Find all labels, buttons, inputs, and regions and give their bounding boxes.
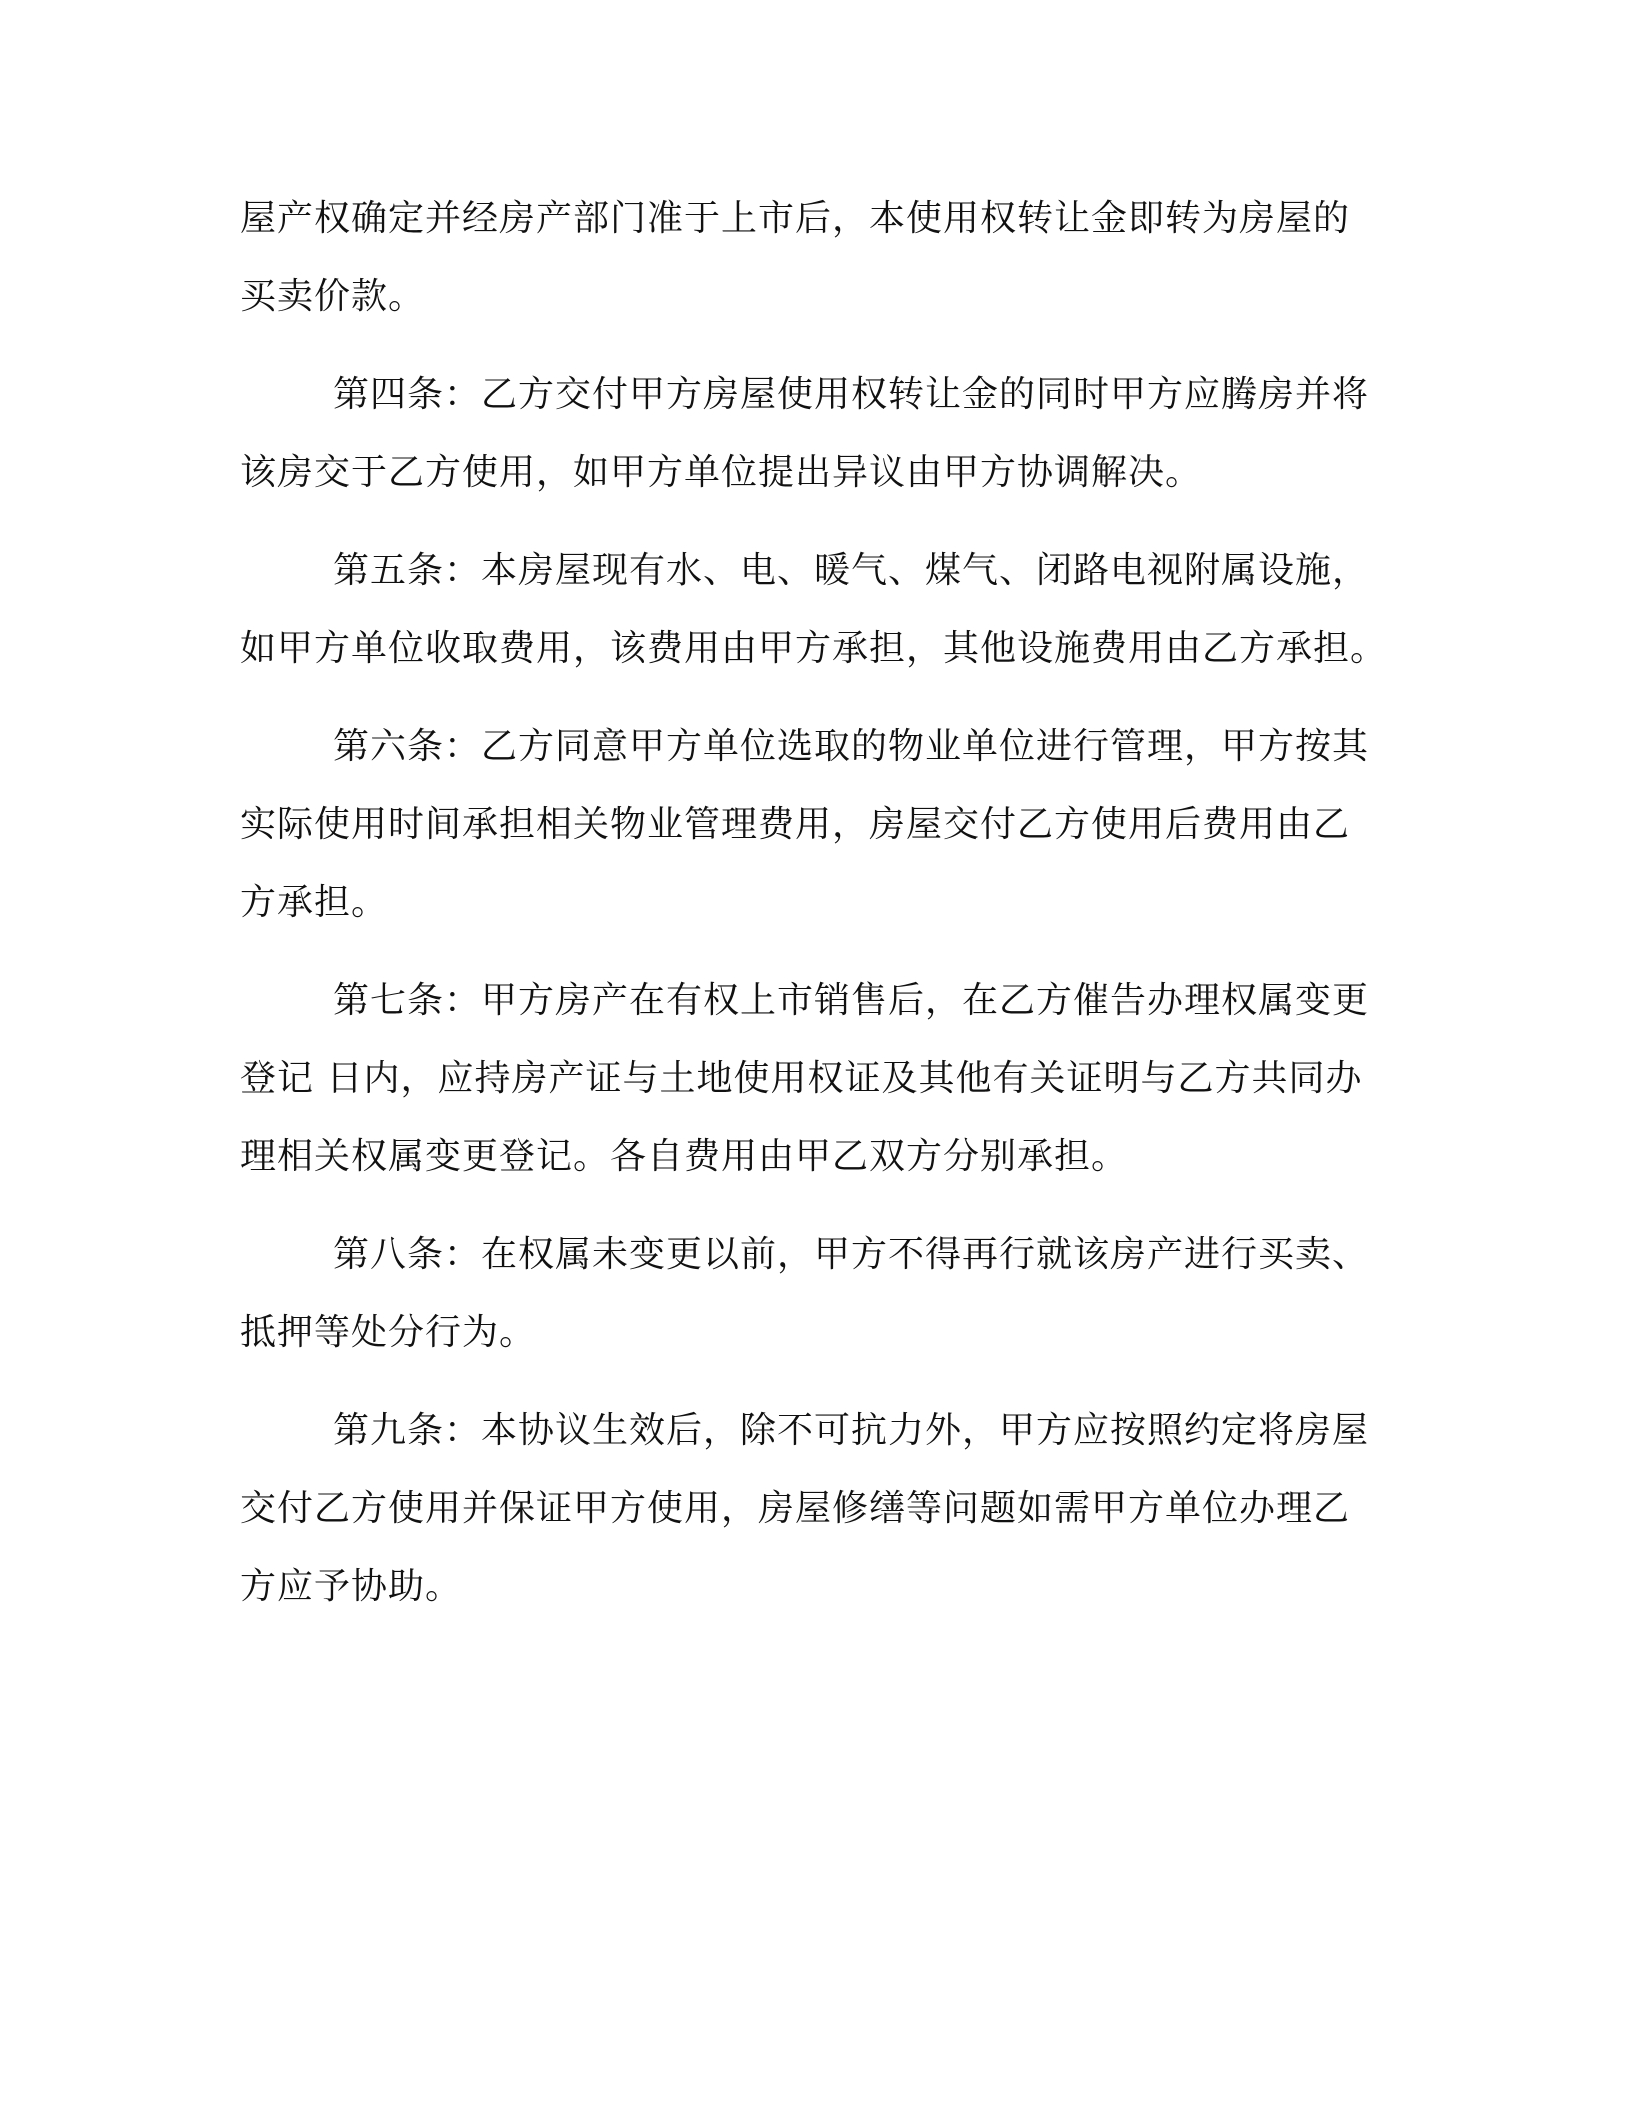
- paragraph-line: 第九条：本协议生效后，除不可抗力外，甲方应按照约定将房屋: [333, 1410, 1370, 1451]
- paragraph-line: 实际使用时间承担相关物业管理费用，房屋交付乙方使用后费用由乙: [240, 804, 1351, 845]
- paragraph-line: 交付乙方使用并保证甲方使用，房屋修缮等问题如需甲方单位办理乙: [240, 1488, 1351, 1529]
- paragraph-line: 抵押等处分行为。: [240, 1312, 537, 1353]
- paragraph-line: 方应予协助。: [240, 1566, 463, 1607]
- paragraph-line: 第八条：在权属未变更以前，甲方不得再行就该房产进行买卖、: [333, 1234, 1370, 1275]
- paragraph-line: 理相关权属变更登记。各自费用由甲乙双方分别承担。: [240, 1136, 1129, 1177]
- paragraph-line: 登记 日内，应持房产证与土地使用权证及其他有关证明与乙方共同办: [240, 1058, 1363, 1099]
- paragraph-line: 第四条：乙方交付甲方房屋使用权转让金的同时甲方应腾房并将: [333, 374, 1370, 415]
- paragraph-line: 方承担。: [240, 882, 389, 923]
- article-8: [240, 1216, 1385, 1372]
- paragraph-line: 第七条：甲方房产在有权上市销售后，在乙方催告办理权属变更: [333, 980, 1370, 1021]
- article-7: [240, 962, 1385, 1196]
- paragraph-continuation: [240, 180, 1385, 336]
- paragraph-line: 屋产权确定并经房产部门准于上市后，本使用权转让金即转为房屋的: [240, 198, 1351, 239]
- article-4: [240, 356, 1385, 512]
- article-6: [240, 708, 1385, 942]
- document-body: [240, 180, 1388, 1646]
- paragraph-line: 如甲方单位收取费用，该费用由甲方承担，其他设施费用由乙方承担。: [240, 628, 1388, 669]
- article-9: [240, 1392, 1385, 1626]
- paragraph-line: 该房交于乙方使用，如甲方单位提出异议由甲方协调解决。: [240, 452, 1203, 493]
- article-5: [240, 532, 1388, 688]
- paragraph-line: 第五条：本房屋现有水、电、暖气、煤气、闭路电视附属设施，: [333, 550, 1370, 591]
- paragraph-line: 买卖价款。: [240, 276, 426, 317]
- paragraph-line: 第六条：乙方同意甲方单位选取的物业单位进行管理，甲方按其: [333, 726, 1370, 767]
